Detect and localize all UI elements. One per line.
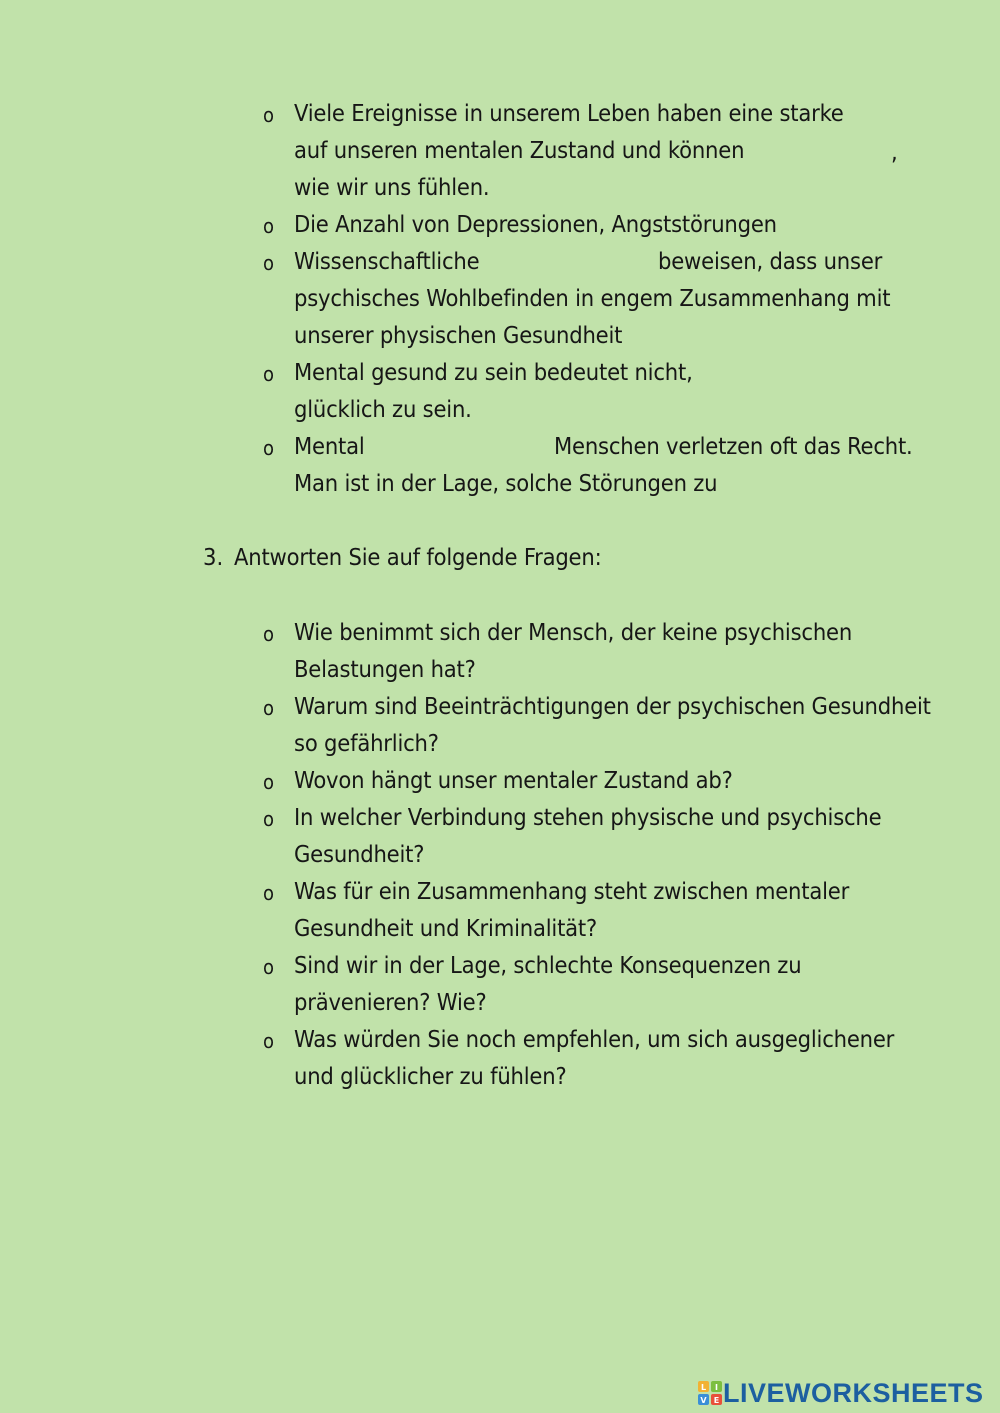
question-1-line-2: Belastungen hat?: [294, 655, 476, 683]
bullet-icon: o: [263, 807, 275, 831]
question-6-line-2: prävenieren? Wie?: [294, 988, 487, 1016]
question-7-line-2: und glücklicher zu fühlen?: [294, 1062, 567, 1090]
question-2-line-1: Warum sind Beeinträchtigungen der psychischen Gesundheit: [294, 692, 931, 720]
svg-text:V: V: [700, 1396, 707, 1405]
question-7-line-1: Was würden Sie noch empfehlen, um sich ausgeglichener: [294, 1025, 895, 1053]
bullet-icon: o: [263, 436, 275, 460]
svg-text:L: L: [700, 1383, 707, 1392]
liveworksheets-badge-icon: [697, 1380, 723, 1406]
item-3-line-2: psychisches Wohlbefinden in engem Zusammenhang mit: [294, 284, 891, 312]
blank-input-4[interactable]: [485, 246, 653, 276]
question-3-line-1: Wovon hängt unser mentaler Zustand ab?: [294, 766, 733, 794]
section-heading: Antworten Sie auf folgende Fragen:: [234, 543, 602, 571]
item-1-comma: ,: [891, 138, 898, 166]
item-5-line-2: Man ist in der Lage, solche Störungen zu: [294, 469, 718, 497]
bullet-icon: o: [263, 770, 275, 794]
question-2-line-2: so gefährlich?: [294, 729, 439, 757]
item-4-line-1: Mental gesund zu sein bedeutet nicht,: [294, 358, 693, 386]
item-4-line-2: glücklich zu sein.: [294, 395, 472, 423]
item-3-line-1b: beweisen, dass unser: [658, 247, 883, 275]
blank-input-7[interactable]: [368, 431, 548, 461]
question-4-line-2: Gesundheit?: [294, 840, 425, 868]
item-5-line-1b: Menschen verletzen oft das Recht.: [554, 432, 913, 460]
bullet-icon: o: [263, 103, 275, 127]
liveworksheets-logo[interactable]: [697, 1378, 984, 1408]
item-1-line-1: Viele Ereignisse in unserem Leben haben eine starke: [294, 99, 844, 127]
item-2-line-1: Die Anzahl von Depressionen, Angststörungen: [294, 210, 777, 238]
blank-input-1[interactable]: [853, 98, 973, 128]
bullet-icon: o: [263, 622, 275, 646]
question-5-line-1: Was für ein Zusammenhang steht zwischen mentaler: [294, 877, 850, 905]
question-6-line-1: Sind wir in der Lage, schlechte Konsequenzen zu: [294, 951, 802, 979]
liveworksheets-wordmark: LIVEWORKSHEETS: [723, 1377, 984, 1408]
question-5-line-2: Gesundheit und Kriminalität?: [294, 914, 598, 942]
item-3-line-3: unserer physischen Gesundheit: [294, 321, 623, 349]
bullet-icon: o: [263, 214, 275, 238]
item-5-line-1a: Mental: [294, 432, 365, 460]
svg-text:I: I: [715, 1383, 718, 1392]
item-1-line-3: wie wir uns fühlen.: [294, 173, 490, 201]
blank-input-8[interactable]: [722, 468, 922, 498]
item-1-line-2: auf unseren mentalen Zustand und können: [294, 136, 745, 164]
blank-input-6[interactable]: [692, 357, 922, 387]
section-number: 3.: [203, 543, 224, 571]
question-4-line-1: In welcher Verbindung stehen physische und psychische: [294, 803, 882, 831]
blank-input-3[interactable]: [780, 209, 970, 239]
bullet-icon: o: [263, 1029, 275, 1053]
svg-text:E: E: [713, 1396, 720, 1405]
blank-input-5[interactable]: [627, 320, 917, 350]
blank-input-2[interactable]: [745, 135, 885, 165]
question-1-line-1: Wie benimmt sich der Mensch, der keine psychischen: [294, 618, 853, 646]
bullet-icon: o: [263, 881, 275, 905]
item-3-line-1a: Wissenschaftliche: [294, 247, 480, 275]
bullet-icon: o: [263, 955, 275, 979]
bullet-icon: o: [263, 362, 275, 386]
bullet-icon: o: [263, 696, 275, 720]
bullet-icon: o: [263, 251, 275, 275]
